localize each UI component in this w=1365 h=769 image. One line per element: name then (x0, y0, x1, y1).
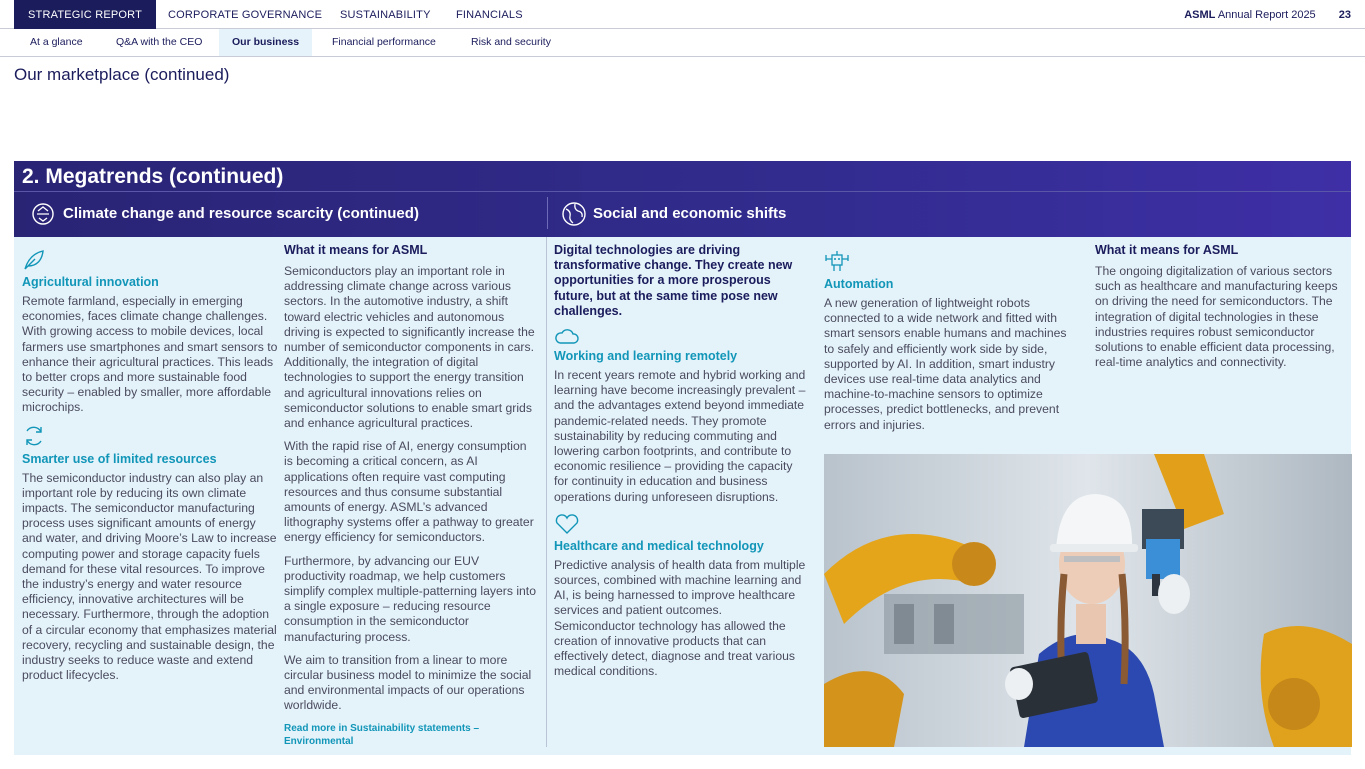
robot-icon (824, 249, 850, 273)
page-number: 23 (1338, 9, 1351, 21)
subtab-risk-security[interactable]: Risk and security (471, 36, 551, 48)
top-navigation (0, 0, 1365, 29)
agricultural-innovation-heading: Agricultural innovation (22, 275, 159, 289)
sustainability-link[interactable]: Read more in Sustainability statements – Environmental (284, 722, 480, 747)
asml-climate-p2: With the rapid rise of AI, energy consumption is becoming a critical concern, as AI applications often require vast computing resources and thus consume substantial amounts of energy. ASML’s advanced lithography systems offer a pathway to greater energy efficiency for semiconductors. (284, 439, 534, 545)
remote-work-text: In recent years remote and hybrid working and learning have become increasingly prevalent – and the advantages extend beyond immediate pandemic-related needs. They promote sustainability by reducing commuting and lowering carbon footprints, and contribute to economic resilience – providing the capacity for continuity in education and business operations during unforeseen disruptions. (554, 368, 806, 504)
cloud-icon (554, 327, 580, 345)
subtab-our-business[interactable]: Our business (219, 29, 312, 56)
remote-work-heading: Working and learning remotely (554, 349, 738, 364)
leaf-icon (22, 249, 46, 271)
tab-financials[interactable]: FINANCIALS (456, 9, 523, 21)
tab-corporate-governance[interactable]: CORPORATE GOVERNANCE (168, 9, 323, 21)
robot-worker-photo (824, 454, 1352, 747)
automation-heading: Automation (824, 277, 894, 291)
subtab-qa-ceo[interactable]: Q&A with the CEO (116, 36, 203, 48)
section-title: 2. Megatrends (continued) (22, 165, 284, 188)
brand-name: ASML (1184, 9, 1216, 21)
social-shifts-lead: Digital technologies are driving transformative change. They create new opportunities for a more prosperous future, but at the same time pose new challenges. (554, 243, 793, 318)
social-economic-subtitle: Social and economic shifts (593, 205, 787, 222)
asml-social-heading: What it means for ASML (1095, 243, 1239, 257)
automation-text: A new generation of lightweight robots connected to a wide network and fitted with smart sensors enable humans and machines to safely and efficiently work side by side, supported by AI. In addition, smart industry devices use real-time data analytics and machine-to-machine sensors to optimize processes, predict bottlenecks, and prevent errors and injuries. (824, 296, 1067, 432)
asml-climate-heading: What it means for ASML (284, 243, 428, 257)
sub-navigation (0, 29, 1365, 57)
subtab-at-a-glance[interactable]: At a glance (30, 36, 83, 48)
heart-icon (554, 513, 580, 535)
megatrends-header (14, 161, 1351, 237)
factory-photo-illustration (824, 454, 1352, 747)
report-header (1184, 0, 1351, 29)
content-panel (14, 237, 1351, 755)
header-divider (547, 197, 548, 229)
asml-climate-p3: Furthermore, by advancing our EUV productivity roadmap, we help customers simplify complex multiple-patterning layers into a single exposure – reducing resource consumption in the semiconductor manufacturing process. (284, 553, 536, 644)
page-title: Our marketplace (continued) (14, 65, 230, 84)
agricultural-innovation-text: Remote farmland, especially in emerging economies, faces climate change challenges. With growing access to mobile devices, local farmers use smartphones and smart sensors to enhance their agricultural practices. This leads to better crops and more sustainable food security – enabled by smaller, more affordable microchips. (22, 294, 278, 415)
column-asml-social (1095, 243, 1343, 378)
divider (14, 191, 1351, 192)
column-asml-climate (284, 243, 538, 748)
column-divider (546, 237, 547, 747)
asml-social-text: The ongoing digitalization of various sectors such as healthcare and manufacturing keeps on driving the need for semiconductors. The integration of digital technologies in these industries requires robust semiconductor solutions to enable efficient data processing, real-time analytics and connectivity. (1095, 264, 1338, 370)
healthcare-heading: Healthcare and medical technology (554, 538, 764, 553)
smarter-resources-text: The semiconductor industry can also play an important role by reducing its own climate impacts. The semiconductor manufacturing process uses significant amounts of energy and water, and driving Moore’s Law to increase computing power and storage capacity fuels demand for these vital resources. To improve the industry’s energy and water resource efficiency, innovative architectures will be necessary. Furthermore, through the adoption of a circular economy that emphasizes material recovery, recycling and sustainable design, the industry seeks to reduce waste and extend product lifecycles. (22, 470, 277, 683)
report-name: Annual Report 2025 (1217, 9, 1316, 21)
tab-strategic-report[interactable]: STRATEGIC REPORT (14, 0, 156, 29)
asml-climate-p4: We aim to transition from a linear to more circular business model to minimize the social and environmental impacts of our operations worldwide. (284, 652, 532, 713)
subtab-financial-performance[interactable]: Financial performance (332, 36, 436, 48)
refresh-icon (22, 424, 46, 448)
climate-change-subtitle: Climate change and resource scarcity (continued) (63, 205, 419, 222)
recycle-globe-icon (30, 201, 56, 227)
asml-climate-p1: Semiconductors play an important role in addressing climate change across various sectors. In the automotive industry, a shift toward electric vehicles and autonomous driving is expected to significantly increase the number of semiconductor components in cars. Additionally, the integration of digital technologies to support the energy transition and agricultural innovations relies on semiconductor solutions to enable smart grids and enhance agricultural practices. (284, 264, 535, 431)
column-social-shifts (554, 243, 806, 687)
tab-sustainability[interactable]: SUSTAINABILITY (340, 9, 431, 21)
healthcare-text: Predictive analysis of health data from multiple sources, combined with machine learning and AI, is being harnessed to improve healthcare services and patient outcomes. Semiconductor technology has allowed the creation of innovative products that can effectively detect, diagnose and treat various medical conditions. (554, 557, 806, 679)
column-automation (824, 249, 1080, 441)
smarter-resources-heading: Smarter use of limited resources (22, 451, 217, 466)
column-climate-examples (22, 249, 278, 691)
globe-icon (561, 201, 587, 227)
